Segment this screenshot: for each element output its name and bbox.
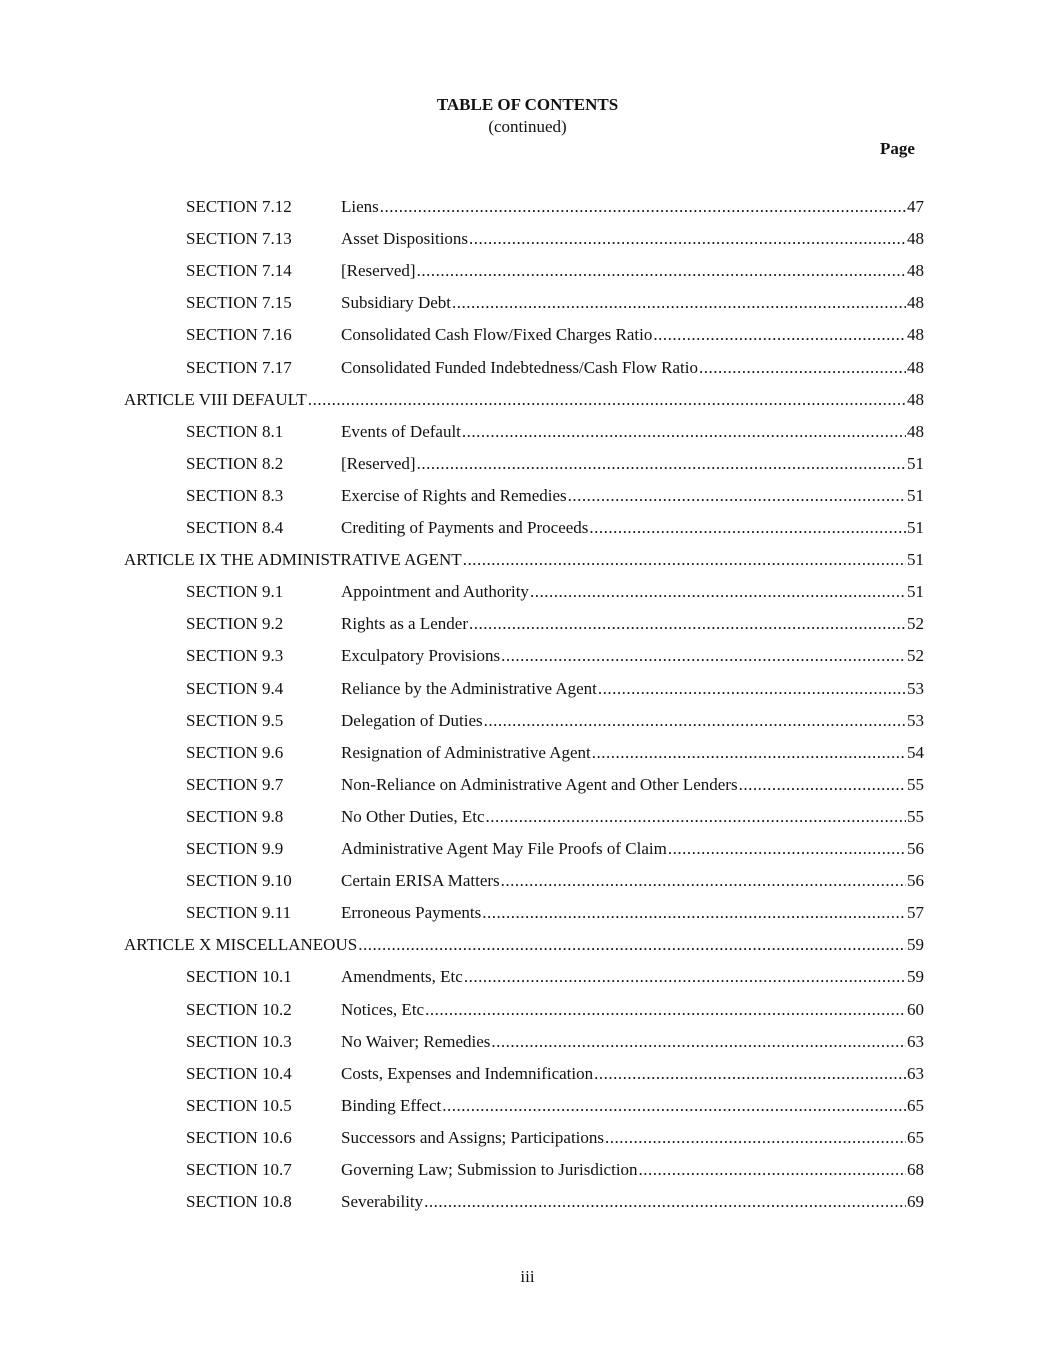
toc-entry-line [341,1191,924,1213]
page-reference: 65 [907,1128,924,1147]
toc-entry-line [341,870,924,892]
page-reference: 48 [907,422,924,441]
toc-section-row[interactable] [0,228,1055,250]
page-reference: 47 [907,197,924,216]
dot-leader [417,453,906,475]
toc-entry-line [341,1095,924,1117]
section-title: Successors and Assigns; Participations [341,1128,605,1147]
section-number: SECTION 8.3 [186,486,284,505]
dot-leader [501,870,906,892]
section-title: Amendments, Etc [341,967,463,986]
section-title: Reliance by the Administrative Agent [341,679,597,698]
section-number: SECTION 7.17 [186,358,292,377]
page-reference: 48 [907,293,924,312]
dot-leader [425,999,906,1021]
dot-leader [739,774,906,796]
dot-leader [462,421,906,443]
article-title: ARTICLE VIII DEFAULT [124,390,307,409]
section-number: SECTION 9.9 [186,839,284,858]
page-reference: 55 [907,807,924,826]
section-title: Resignation of Administrative Agent [341,743,591,762]
toc-entry-line [341,581,924,603]
page-reference: 54 [907,743,924,762]
section-title: Subsidiary Debt [341,293,452,312]
section-number: SECTION 10.1 [186,967,292,986]
toc-entry-line [341,485,924,507]
page-reference: 55 [907,775,924,794]
section-title: Erroneous Payments [341,903,482,922]
section-title: No Other Duties, Etc [341,807,485,826]
page-reference: 56 [907,871,924,890]
page-reference: 48 [907,325,924,344]
toc-section-row[interactable] [0,196,1055,218]
section-number: SECTION 10.4 [186,1064,292,1083]
toc-section-row[interactable] [0,517,1055,539]
page-reference: 59 [907,967,924,986]
dot-leader [442,1095,906,1117]
page-reference: 63 [907,1064,924,1083]
toc-section-row[interactable] [0,774,1055,796]
section-number: SECTION 7.15 [186,293,292,312]
toc-entry-line [341,324,924,346]
toc-entry-line [341,517,924,539]
dot-leader [592,742,906,764]
toc-entry-line [341,742,924,764]
page-reference: 52 [907,646,924,665]
section-number: SECTION 8.1 [186,422,284,441]
section-number: SECTION 10.8 [186,1192,292,1211]
dot-leader [598,678,906,700]
toc-section-row[interactable] [0,324,1055,346]
article-title: ARTICLE IX THE ADMINISTRATIVE AGENT [124,550,462,569]
dot-leader [639,1159,906,1181]
page-reference: 63 [907,1032,924,1051]
dot-leader [469,613,906,635]
page-reference: 52 [907,614,924,633]
article-title: ARTICLE X MISCELLANEOUS [124,935,358,954]
section-title: Asset Dispositions [341,229,469,248]
toc-article-row[interactable] [0,389,1055,411]
toc-entry-line [341,678,924,700]
toc-section-row[interactable] [0,453,1055,475]
section-title: Liens [341,197,379,216]
section-number: SECTION 9.6 [186,743,284,762]
toc-entry-line [341,966,924,988]
toc-section-row[interactable] [0,838,1055,860]
toc-entry-line [341,1063,924,1085]
toc-section-row[interactable] [0,260,1055,282]
page-reference: 51 [907,550,924,569]
section-number: SECTION 7.13 [186,229,292,248]
page-reference: 65 [907,1096,924,1115]
toc-entry-line [124,389,924,411]
section-number: SECTION 9.8 [186,807,284,826]
toc-section-row[interactable] [0,1191,1055,1213]
toc-subtitle: (continued) [488,117,567,136]
dot-leader [452,292,906,314]
toc-entry-line [124,549,924,571]
dot-leader [491,1031,906,1053]
toc-entry-line [341,1127,924,1149]
toc-section-row[interactable] [0,421,1055,443]
dot-leader [699,357,906,379]
section-title: Non-Reliance on Administrative Agent and Other Lenders [341,775,738,794]
page-reference: 57 [907,903,924,922]
section-number: SECTION 9.3 [186,646,284,665]
section-title: No Waiver; Remedies [341,1032,491,1051]
section-title: Administrative Agent May File Proofs of Claim [341,839,667,858]
page-reference: 59 [907,935,924,954]
toc-entry-line [341,999,924,1021]
page-reference: 48 [907,261,924,280]
toc-entry-line [341,1031,924,1053]
toc-section-row[interactable] [0,902,1055,924]
toc-entry-line [341,453,924,475]
page-number-footer: iii [520,1267,535,1286]
page-reference: 48 [907,229,924,248]
section-title: Exculpatory Provisions [341,646,501,665]
dot-leader [308,389,906,411]
dot-leader [530,581,906,603]
page-reference: 51 [907,518,924,537]
toc-section-row[interactable] [0,1031,1055,1053]
toc-section-row[interactable] [0,742,1055,764]
section-number: SECTION 9.1 [186,582,284,601]
dot-leader [653,324,906,346]
page-reference: 60 [907,1000,924,1019]
page-reference: 48 [907,390,924,409]
toc-section-row[interactable] [0,1159,1055,1181]
toc-entry-line [341,292,924,314]
toc-section-row[interactable] [0,678,1055,700]
section-number: SECTION 8.4 [186,518,284,537]
section-title: Appointment and Authority [341,582,529,601]
section-number: SECTION 10.6 [186,1128,292,1147]
toc-entry-line [341,710,924,732]
section-number: SECTION 10.7 [186,1160,292,1179]
toc-section-row[interactable] [0,1127,1055,1149]
section-number: SECTION 9.11 [186,903,292,922]
section-number: SECTION 7.14 [186,261,292,280]
section-title: Consolidated Cash Flow/Fixed Charges Ratio [341,325,653,344]
toc-entry-line [341,228,924,250]
page-reference: 56 [907,839,924,858]
section-title: Certain ERISA Matters [341,871,500,890]
page-reference: 51 [907,454,924,473]
toc-section-row[interactable] [0,613,1055,635]
dot-leader [463,549,906,571]
page-reference: 53 [907,679,924,698]
toc-entry-line [341,774,924,796]
toc-entry-line [341,260,924,282]
dot-leader [358,934,906,956]
section-title: Rights as a Lender [341,614,468,633]
dot-leader [484,710,906,732]
toc-section-row[interactable] [0,292,1055,314]
section-number: SECTION 7.12 [186,197,292,216]
dot-leader [380,196,906,218]
section-title: Events of Default [341,422,461,441]
toc-entry-line [341,421,924,443]
toc-entry-line [124,934,924,956]
toc-section-row[interactable] [0,999,1055,1021]
section-number: SECTION 9.10 [186,871,292,890]
dot-leader [605,1127,906,1149]
page-reference: 53 [907,711,924,730]
toc-entry-line [341,806,924,828]
section-number: SECTION 10.3 [186,1032,292,1051]
dot-leader [594,1063,906,1085]
section-number: SECTION 9.2 [186,614,284,633]
page-column-heading: Page [880,139,915,158]
dot-leader [668,838,906,860]
toc-section-row[interactable] [0,581,1055,603]
toc-entry-line [341,645,924,667]
section-title: Binding Effect [341,1096,442,1115]
toc-section-row[interactable] [0,357,1055,379]
toc-entry-line [341,613,924,635]
dot-leader [486,806,906,828]
section-title: Governing Law; Submission to Jurisdiction [341,1160,638,1179]
dot-leader [464,966,906,988]
section-title: Exercise of Rights and Remedies [341,486,567,505]
toc-entry-line [341,196,924,218]
toc-section-row[interactable] [0,645,1055,667]
dot-leader [501,645,906,667]
dot-leader [417,260,906,282]
page-reference: 51 [907,582,924,601]
dot-leader [589,517,906,539]
dot-leader [469,228,906,250]
section-title: Delegation of Duties [341,711,483,730]
toc-title: TABLE OF CONTENTS [436,95,619,114]
toc-section-row[interactable] [0,1095,1055,1117]
section-number: SECTION 7.16 [186,325,292,344]
dot-leader [482,902,906,924]
section-title: Costs, Expenses and Indemnification [341,1064,594,1083]
toc-entry-line [341,1159,924,1181]
page-reference: 68 [907,1160,924,1179]
toc-entry-line [341,838,924,860]
section-title: Consolidated Funded Indebtedness/Cash Flow Ratio [341,358,698,377]
page-reference: 69 [907,1192,924,1211]
section-title: Notices, Etc [341,1000,425,1019]
page-reference: 48 [907,358,924,377]
section-title: [Reserved] [341,261,416,280]
section-title: Severability [341,1192,424,1211]
toc-section-row[interactable] [0,806,1055,828]
toc-section-row[interactable] [0,710,1055,732]
dot-leader [568,485,906,507]
dot-leader [424,1191,906,1213]
page-reference: 51 [907,486,924,505]
section-number: SECTION 10.2 [186,1000,292,1019]
section-number: SECTION 10.5 [186,1096,292,1115]
toc-section-row[interactable] [0,1063,1055,1085]
toc-article-row[interactable] [0,934,1055,956]
toc-section-row[interactable] [0,966,1055,988]
section-number: SECTION 9.4 [186,679,284,698]
section-title: Crediting of Payments and Proceeds [341,518,589,537]
toc-article-row[interactable] [0,549,1055,571]
toc-section-row[interactable] [0,870,1055,892]
section-number: SECTION 9.5 [186,711,284,730]
toc-entry-line [341,902,924,924]
toc-section-row[interactable] [0,485,1055,507]
section-number: SECTION 8.2 [186,454,284,473]
section-number: SECTION 9.7 [186,775,284,794]
toc-entry-line [341,357,924,379]
section-title: [Reserved] [341,454,416,473]
